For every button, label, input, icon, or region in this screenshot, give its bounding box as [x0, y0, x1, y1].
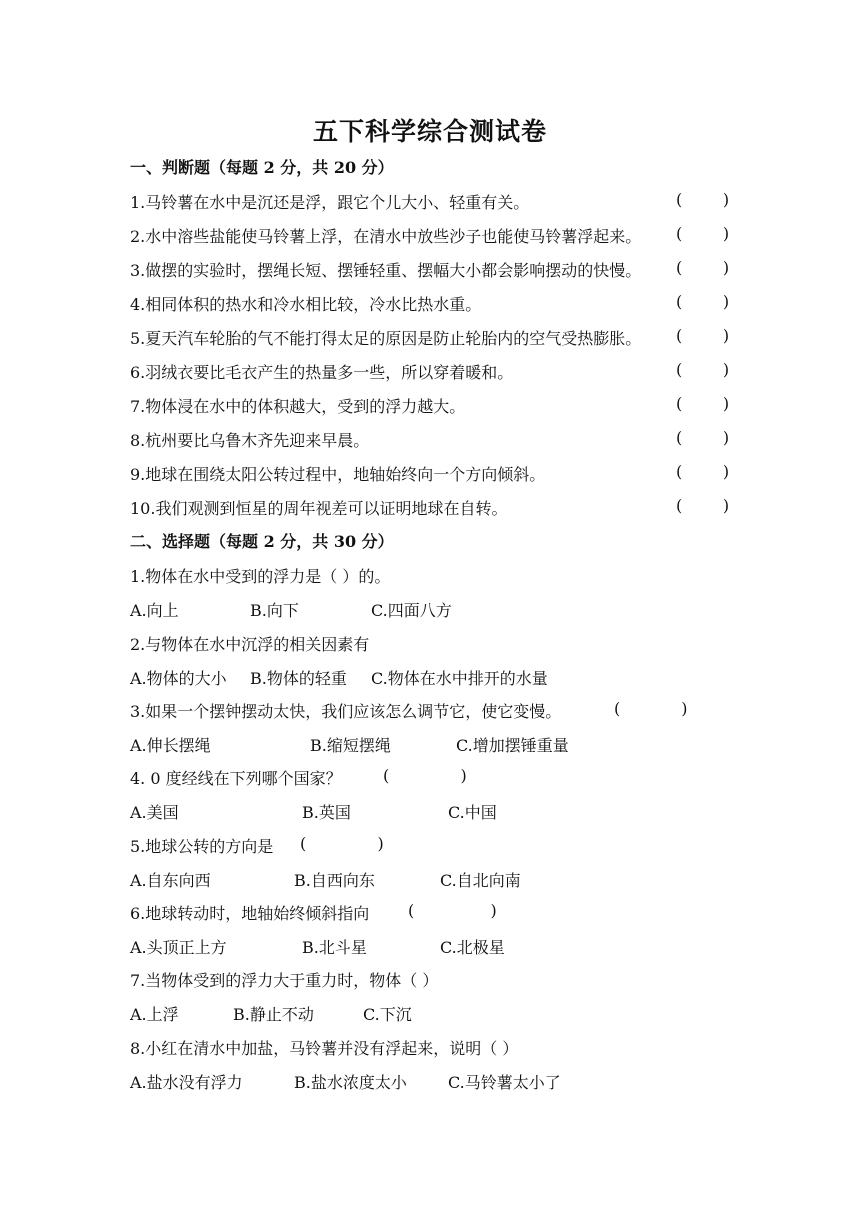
answer-blank-4: ( ) [676, 292, 730, 311]
mc-6-answer-blank: ( ) [408, 901, 497, 920]
mc-5-answer-blank: ( ) [300, 834, 384, 853]
mc-8-option-a: A.盐水没有浮力 [130, 1073, 243, 1092]
answer-blank-7: ( ) [676, 394, 730, 413]
mc-6-option-a: A.头顶正上方 [130, 938, 227, 957]
answer-blank-8: ( ) [676, 428, 730, 447]
answer-blank-5: ( ) [676, 326, 730, 345]
tf-question-10: 10.我们观测到恒星的周年视差可以证明地球在自转。 [130, 499, 508, 518]
answer-blank-10: ( ) [676, 496, 730, 515]
mc-2-option-a: A.物体的大小 [130, 669, 227, 688]
mc-4-option-c: C.中国 [448, 803, 497, 822]
mc-5-option-b: B.自西向东 [294, 871, 375, 890]
mc-question-6: 6.地球转动时，地轴始终倾斜指向 [130, 904, 370, 923]
mc-question-3: 3.如果一个摆钟摆动太快，我们应该怎么调节它，使它变慢。 [130, 702, 562, 721]
tf-question-5: 5.夏天汽车轮胎的气不能打得太足的原因是防止轮胎内的空气受热膨胀。 [130, 329, 642, 348]
tf-question-7: 7.物体浸在水中的体积越大，受到的浮力越大。 [130, 397, 466, 416]
answer-blank-9: ( ) [676, 462, 730, 481]
mc-question-8: 8.小红在清水中加盐，马铃薯并没有浮起来，说明（ ） [130, 1039, 519, 1058]
mc-6-option-c: C.北极星 [440, 938, 505, 957]
mc-5-option-c: C.自北向南 [440, 871, 521, 890]
mc-5-option-a: A.自东向西 [130, 871, 211, 890]
mc-7-option-c: C.下沉 [363, 1005, 412, 1024]
tf-question-6: 6.羽绒衣要比毛衣产生的热量多一些，所以穿着暖和。 [130, 363, 514, 382]
mc-question-1: 1.物体在水中受到的浮力是（ ）的。 [130, 567, 391, 586]
mc-3-option-c: C.增加摆锤重量 [456, 736, 569, 755]
mc-question-5: 5.地球公转的方向是 [130, 837, 274, 856]
mc-question-2: 2.与物体在水中沉浮的相关因素有 [130, 635, 370, 654]
mc-2-option-c: C.物体在水中排开的水量 [371, 669, 548, 688]
section-heading-true-false: 一、判断题（每题 2 分，共 20 分） [130, 158, 394, 177]
mc-1-option-b: B.向下 [250, 601, 299, 620]
mc-8-option-b: B.盐水浓度太小 [294, 1073, 407, 1092]
mc-4-option-a: A.美国 [130, 803, 179, 822]
tf-question-4: 4.相同体积的热水和冷水相比较，冷水比热水重。 [130, 295, 482, 314]
answer-blank-6: ( ) [676, 360, 730, 379]
mc-question-4: 4. 0 度经线在下列哪个国家？ [130, 769, 342, 788]
section-heading-multiple-choice: 二、选择题（每题 2 分，共 30 分） [130, 532, 394, 551]
mc-6-option-b: B.北斗星 [302, 938, 367, 957]
tf-question-9: 9.地球在围绕太阳公转过程中，地轴始终向一个方向倾斜。 [130, 465, 546, 484]
tf-question-8: 8.杭州要比乌鲁木齐先迎来早晨。 [130, 431, 370, 450]
mc-3-answer-blank: ( ) [614, 699, 688, 718]
mc-4-option-b: B.英国 [302, 803, 351, 822]
tf-question-1: 1.马铃薯在水中是沉还是浮，跟它个儿大小、轻重有关。 [130, 193, 530, 212]
tf-question-2: 2.水中溶些盐能使马铃薯上浮，在清水中放些沙子也能使马铃薯浮起来。 [130, 227, 642, 246]
answer-blank-3: ( ) [676, 258, 730, 277]
mc-1-option-c: C.四面八方 [371, 601, 452, 620]
mc-question-7: 7.当物体受到的浮力大于重力时，物体（ ） [130, 971, 439, 990]
mc-2-option-b: B.物体的轻重 [250, 669, 347, 688]
mc-7-option-b: B.静止不动 [233, 1005, 314, 1024]
mc-3-option-a: A.伸长摆绳 [130, 736, 211, 755]
page-title: 五下科学综合测试卷 [312, 117, 547, 146]
answer-blank-2: ( ) [676, 224, 730, 243]
mc-7-option-a: A.上浮 [130, 1005, 179, 1024]
answer-blank-1: ( ) [676, 190, 730, 209]
mc-3-option-b: B.缩短摆绳 [310, 736, 391, 755]
mc-1-option-a: A.向上 [130, 601, 179, 620]
mc-8-option-c: C.马铃薯太小了 [448, 1073, 561, 1092]
mc-4-answer-blank: ( ) [383, 766, 467, 785]
tf-question-3: 3.做摆的实验时，摆绳长短、摆锤轻重、摆幅大小都会影响摆动的快慢。 [130, 261, 642, 280]
